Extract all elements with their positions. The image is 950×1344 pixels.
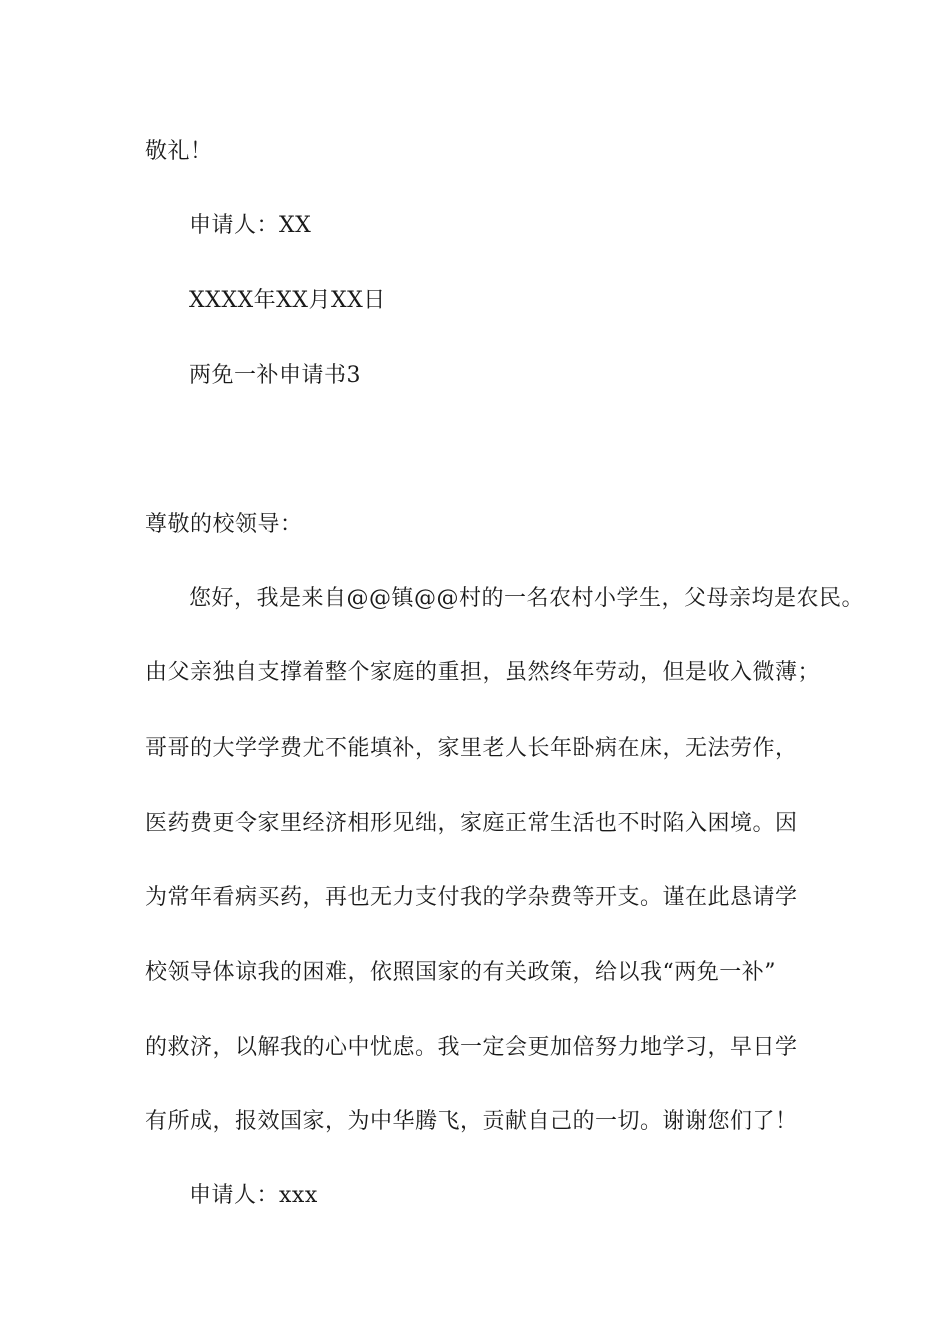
applicant-signature: 申请人：XX — [189, 213, 312, 238]
section-title: 两免一补申请书3 — [189, 363, 361, 388]
body-paragraph-line: 校领导体谅我的困难，依照国家的有关政策，给以我“两免一补” — [145, 960, 776, 985]
closing-line: 敬礼！ — [145, 139, 213, 164]
salutation-line: 尊敬的校领导： — [145, 512, 303, 537]
body-paragraph-line: 医药费更令家里经济相形见绌，家庭正常生活也不时陷入困境。因 — [145, 811, 798, 836]
body-paragraph-line: 有所成，报效国家，为中华腾飞，贡献自己的一切。谢谢您们了！ — [145, 1109, 798, 1134]
body-paragraph-line: 由父亲独自支撑着整个家庭的重担，虽然终年劳动，但是收入微薄； — [145, 660, 821, 685]
body-paragraph-line: 您好，我是来自@@镇@@村的一名农村小学生，父母亲均是农民。 — [189, 586, 865, 611]
applicant-signature: 申请人：xxx — [189, 1183, 318, 1208]
body-paragraph-line: 为常年看病买药，再也无力支付我的学杂费等开支。谨在此恳请学 — [145, 885, 798, 910]
body-paragraph-line: 的救济，以解我的心中忧虑。我一定会更加倍努力地学习，早日学 — [145, 1035, 798, 1060]
date-line: XXXX年XX月XX日 — [189, 288, 386, 313]
body-paragraph-line: 哥哥的大学学费尤不能填补，家里老人长年卧病在床，无法劳作， — [145, 736, 798, 761]
